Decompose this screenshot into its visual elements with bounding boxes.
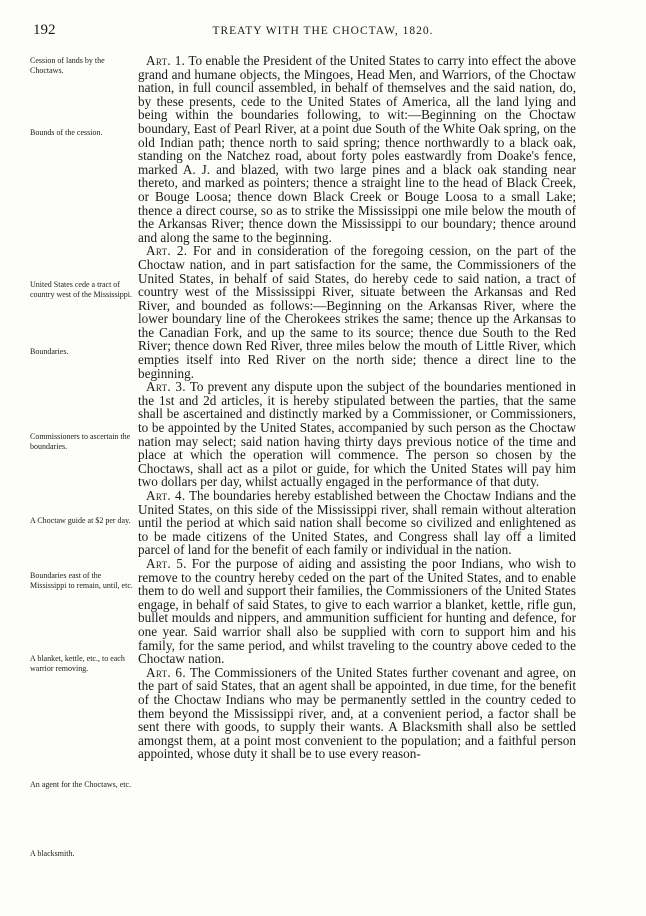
article-label: Art. 6. [146,664,186,680]
treaty-body [138,54,576,761]
article-text: For the purpose of aiding and assisting the poor Indians, who wish to remove to the country hereby ceded on the part of the United States, and to enable them to do well and support their families, the Commissioners of the United States engage, in behalf of said States, to give to each warrior a blanket, kettle, rifle gun, bullet moulds and nippers, and ammunition sufficient for hunting and defence, for one year. Said warrior shall also be supplied with corn to support him and his family, for the same period, and whilst traveling to the country above ceded to the Choctaw nation. [138,555,576,667]
margin-note: A blanket, kettle, etc., to each warrior removing. [30,654,125,673]
article-text: The boundaries hereby established between the Choctaw Indians and the United States, on this side of the Mississippi river, shall remain without alteration until the period at which said nation shall become so civilized and enlightened as to be made citizens of the United States, and Congress shall lay off a limited parcel of land for the benefit of each family or individual in the nation. [138,488,576,558]
margin-note: Boundaries east of the Mississippi to remain, until, etc. [30,571,133,590]
article-text: To prevent any dispute upon the subject of the boundaries mentioned in the 1st and 2d articles, it is hereby stipulated between the parties, that the same shall be ascertained and distinctly marked by a Commissioner, or Commissioners, to be appointed by the United States, accompanied by such person as the Choctaw nation may select; said nation having thirty days previous notice of the time and place at which the operation will commence. The person so chosen by the Choctaws, shall act as a pilot or guide, for which the United States will pay him two dollars per day, whilst actually engaged in the performance of that duty. [138,379,576,490]
margin-note: An agent for the Choctaws, etc. [30,780,132,789]
margin-note: United States cede a tract of country west of the Mississippi. [30,280,132,299]
article-label: Art. 4. [146,488,186,503]
article-label: Art. 1. [146,53,186,68]
article-label: Art. 5. [146,555,187,571]
margin-note: A blacksmith. [30,849,75,858]
article-2 [138,244,576,380]
margin-note: Boundaries. [30,347,69,356]
article-label: Art. 2. [146,243,188,259]
article-text: For and in consideration of the foregoing cession, on the part of the Choctaw nation, and in part satisfaction for the same, the Commissioners of the United States, in behalf of said States, do hereby cede to said nation, a tract of country west of the Mississippi River, situate between the Arkansas and Red River, and bounded as follows:—Beginning on the Arkansas River, where the lower boundary line of the Cherokees strikes the same; thence up the Arkansas to the Canadian Fork, and up the same to its source; thence due South to the Red River; thence down Red River, three miles below the mouth of Little River, which empties itself into Red River on the north side; thence a direct line to the beginning. [138,243,577,381]
margin-note: A Choctaw guide at $2 per day. [30,516,131,525]
margin-note: Commissioners to ascertain the boundaries. [30,432,131,451]
running-title: TREATY WITH THE CHOCTAW, 1820. [212,25,434,37]
article-6 [138,666,576,761]
article-3 [138,380,576,489]
margin-note: Cession of lands by the Choctaws. [30,56,105,75]
article-text: To enable the President of the United States to carry into effect the above grand and humane objects, the Mingoes, Head Men, and Warriors, of the Choctaw nation, in full council assembled, in behalf of themselves and the said nation, do, by these presents, cede to the United States of America, all the land lying and being within the boundaries following, to wit:—Beginning on the Choctaw boundary, East of Pearl River, at a point due South of the White Oak spring, on the old Indian path; thence north to said spring; thence northwardly to a black oak, standing on the Natchez road, about forty poles eastwardly from Doake's fence, marked A. J. and blazed, with two large pines and a black oak standing near thereto, and marked as pointers; thence a straight line to the head of Black Creek, or Bouge Loosa; thence down Black Creek or Bouge Loosa to a small Lake; thence a direct course, so as to strike the Mississippi one mile below the mouth of the Arkansas River; thence down the Mississippi to our boundary; thence around and along the same to the beginning. [138,53,576,245]
article-5 [138,557,576,666]
article-4 [138,489,576,557]
article-label: Art. 3. [146,379,186,395]
margin-note: Bounds of the cession. [30,128,103,137]
page-number: 192 [33,22,56,38]
article-text: The Commissioners of the United States further covenant and agree, on the part of said States, that an agent shall be appointed, in due time, for the benefit of the Choctaw Indians who may be permanently settled in the country ceded to them beyond the Mississippi river, and, at a convenient period, a factor shall be sent there with goods, to supply their wants. A Blacksmith shall also be settled amongst them, at a point most convenient to the population; and a faithful person appointed, whose duty it shall be to use every reason- [138,664,576,762]
article-1 [138,54,576,244]
